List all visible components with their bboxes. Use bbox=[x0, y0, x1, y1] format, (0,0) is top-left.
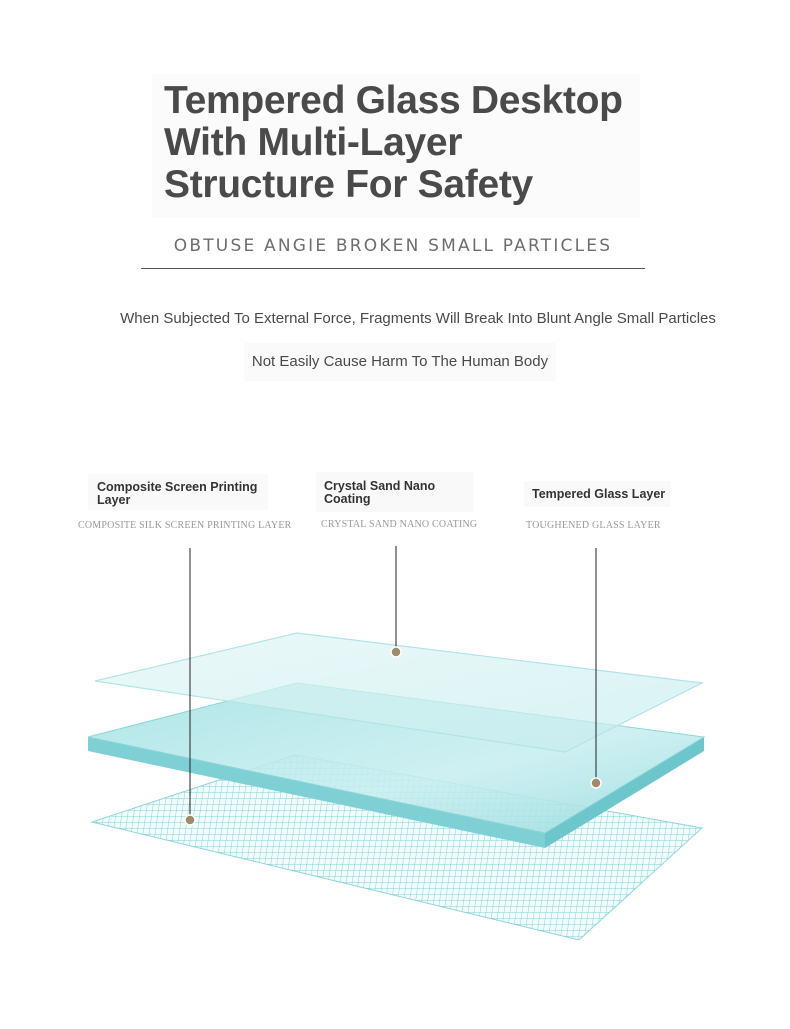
marker-screen-printing bbox=[185, 815, 195, 825]
label-nano-coating-line-2: Coating bbox=[324, 492, 371, 506]
label-screen-printing-line-2: Layer bbox=[97, 493, 131, 507]
page-subtitle: OBTUSE ANGIE BROKEN SMALL PARTICLES bbox=[173, 236, 613, 256]
sublabel-screen-printing: COMPOSITE SILK SCREEN PRINTING LAYER bbox=[78, 520, 292, 531]
title-line-3: Structure For Safety bbox=[164, 163, 533, 206]
title-line-2: With Multi-Layer bbox=[164, 121, 463, 164]
marker-tempered-glass bbox=[591, 778, 601, 788]
sublabel-nano-coating: CRYSTAL SAND NANO COATING bbox=[321, 519, 478, 530]
label-tempered-glass-line-1: Tempered Glass Layer bbox=[532, 487, 666, 501]
sublabel-tempered-glass: TOUGHENED GLASS LAYER bbox=[526, 520, 661, 531]
title-line-1: Tempered Glass Desktop bbox=[164, 79, 623, 122]
description-line-2: Not Easily Cause Harm To The Human Body bbox=[251, 353, 549, 370]
marker-nano-coating bbox=[391, 647, 401, 657]
label-nano-coating-line-1: Crystal Sand Nano bbox=[324, 479, 436, 493]
description-line-1: When Subjected To External Force, Fragments Will Break Into Blunt Angle Small Particles bbox=[120, 310, 716, 327]
label-screen-printing-line-1: Composite Screen Printing bbox=[97, 480, 258, 494]
